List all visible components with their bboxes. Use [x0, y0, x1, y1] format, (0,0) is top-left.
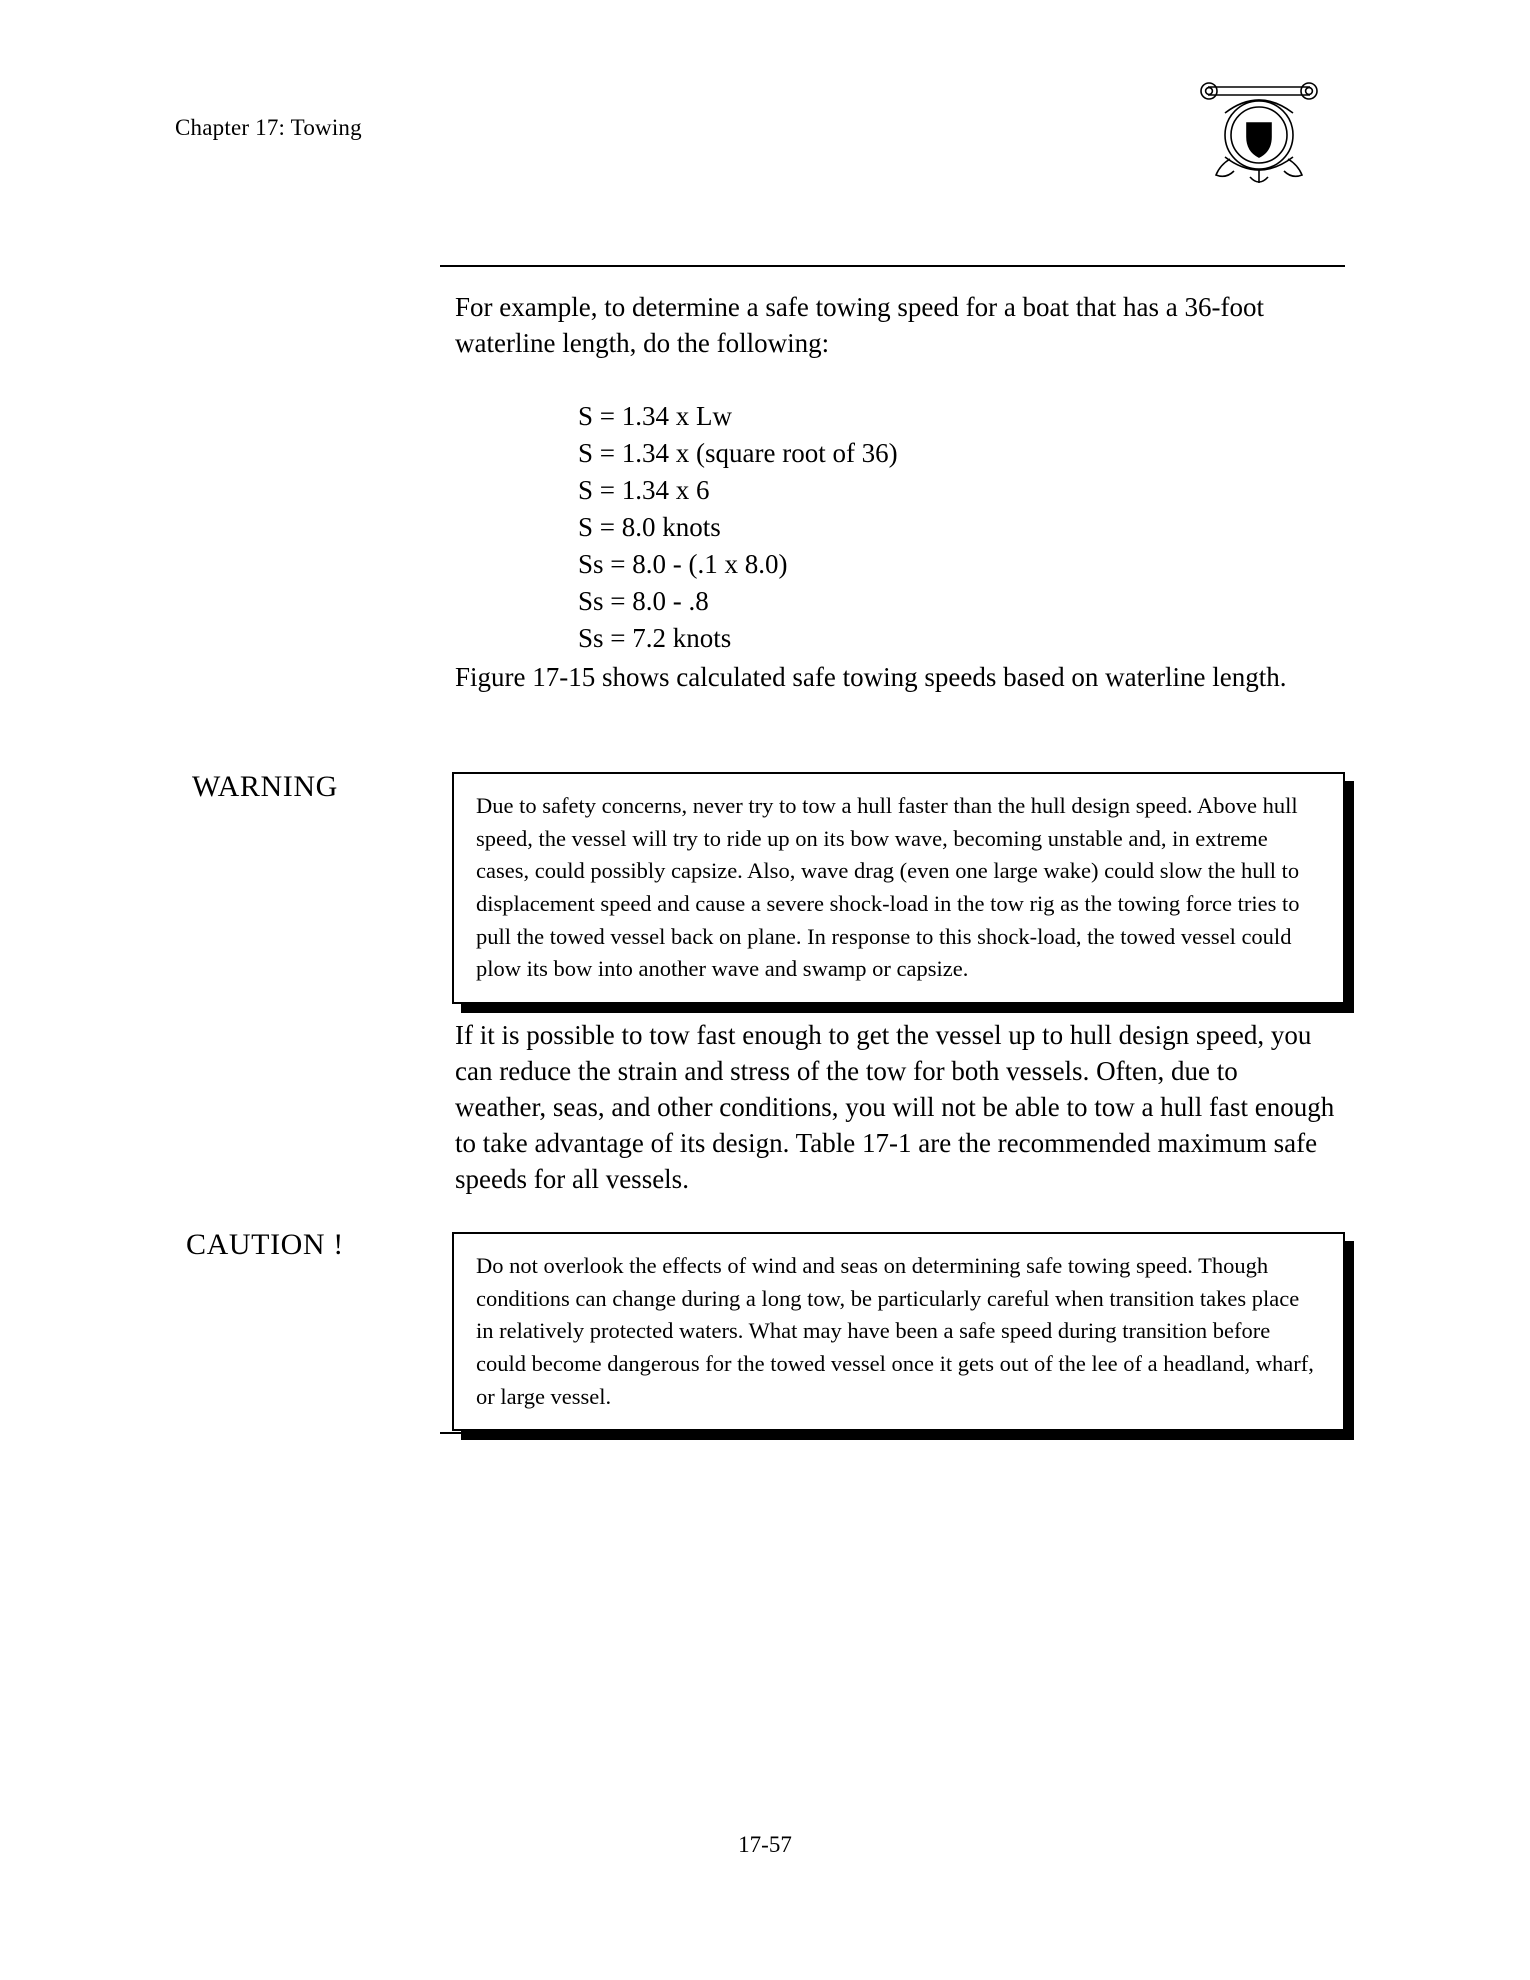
caution-callout-box — [452, 1232, 1345, 1431]
caution-label: CAUTION ! — [186, 1228, 344, 1261]
equation-line: S = 1.34 x Lw — [578, 401, 732, 431]
intro-paragraph: For example, to determine a safe towing speed for a boat that has a 36-foot waterline length, do the following: — [455, 292, 1264, 358]
horizontal-rule-bottom — [440, 1432, 1345, 1434]
equation-line: Ss = 8.0 - (.1 x 8.0) — [578, 548, 788, 579]
equation-line: S = 8.0 knots — [578, 511, 721, 542]
warning-callout-text: Due to safety concerns, never try to tow a hull faster than the hull design speed. Above hull speed, the vessel will try to ride up on its bow wave, becoming unstable and, in extreme cases, could possibly capsize. Also, wave drag (even one large wake) could slow the hull to displacement speed and cause a severe shock-load in the tow rig as the towing force tries to pull the towed vessel back on plane. In response to this shock-load, the towed vessel could plow its bow into another wave and swamp or capsize. — [476, 793, 1300, 982]
caution-callout-text: Do not overlook the effects of wind and seas on determining safe towing speed. Though conditions can change during a long tow, be particularly careful when transition takes place in relatively protected waters. What may have been a safe speed during transition before could become dangerous for the towed vessel once it gets out of the lee of a headland, wharf, or large vessel. — [476, 1253, 1314, 1409]
equation-line: Ss = 7.2 knots — [578, 622, 732, 653]
middle-paragraph: If it is possible to tow fast enough to get the vessel up to hull design speed, you can reduce the strain and stress of the tow for both vessels. Often, due to weather, seas, and other conditions, you will not be able to tow a hull fast enough to take advantage of its design. Table 17-1 are the recommended maximum safe speeds for all vessels. — [455, 1020, 1335, 1194]
page-number: 17-57 — [738, 1832, 792, 1857]
horizontal-rule-top — [440, 265, 1345, 267]
figure-reference-paragraph: Figure 17-15 shows calculated safe towing speeds based on waterline length. — [455, 662, 1287, 692]
warning-callout-box — [452, 772, 1345, 1004]
equation-line: Ss = 8.0 - .8 — [578, 585, 709, 616]
equation-line: S = 1.34 x 6 — [578, 474, 710, 505]
us-coast-guard-seal-icon — [1192, 73, 1326, 188]
equation-line: S = 1.34 x (square root of 36) — [578, 437, 898, 468]
warning-label: WARNING — [192, 770, 338, 803]
equation-list — [578, 398, 898, 657]
chapter-header: Chapter 17: Towing — [175, 115, 362, 140]
